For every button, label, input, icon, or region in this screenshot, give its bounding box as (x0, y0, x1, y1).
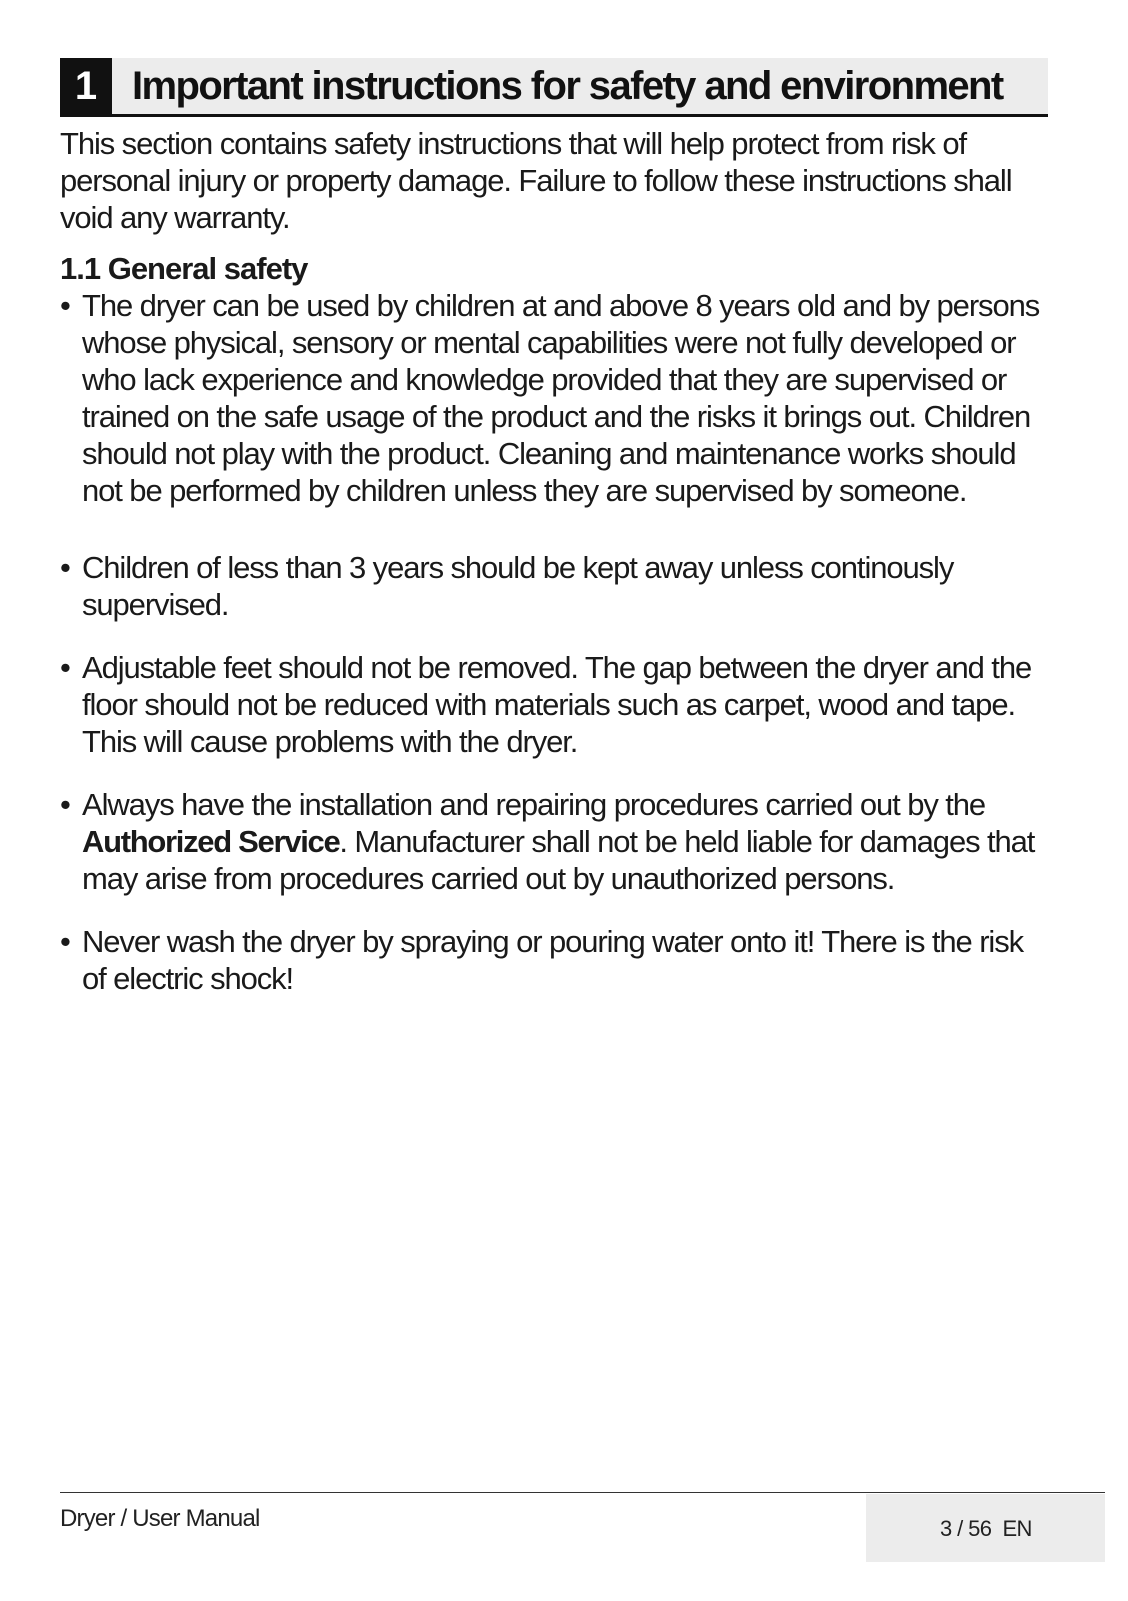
footer-page-number (940, 1516, 1032, 1542)
intro-paragraph: This section contains safety instructions that will help protect from risk of personal injury or property damage. Failure to follow these instructions shall void any warranty. (60, 126, 1012, 235)
footer-divider (60, 1492, 1105, 1493)
page-number: 3 / 56 (940, 1516, 992, 1541)
list-item (60, 549, 1048, 623)
list-item (60, 649, 1048, 760)
page-content (60, 58, 1048, 1023)
bullet-icon: • (60, 924, 70, 959)
bullet-icon: • (60, 288, 70, 323)
list-item-text: The dryer can be used by children at and above 8 years old and by persons whose physical, sensory or mental capabilities were not fully developed or who lack experience and knowledge provided that they are supervised or trained on the safe usage of the product and the risks it brings out. Children should not play with the product. Cleaning and maintenance works should not be performed by children unless they are supervised by someone. (82, 288, 1040, 508)
section-header (60, 58, 1048, 117)
list-item-text: Never wash the dryer by spraying or pouring water onto it! There is the risk of electric shock! (82, 924, 1024, 996)
authorized-service-emphasis: Authorized Service (82, 824, 340, 859)
subsection-title: 1.1 General safety (60, 251, 308, 286)
footer-document-title: Dryer / User Manual (60, 1505, 260, 1532)
language-code: EN (1002, 1516, 1032, 1541)
list-item-text: Adjustable feet should not be removed. The gap between the dryer and the floor should not be reduced with materials such as carpet, wood and tape. This will cause problems with the dryer. (82, 650, 1032, 759)
section-title: Important instructions for safety and environment (132, 63, 1003, 108)
list-item-text: Children of less than 3 years should be kept away unless continously supervised. (82, 550, 954, 622)
list-item-text-suffix: . Manufacturer shall not be held liable for damages that may arise from procedures carried out by unauthorized persons. (82, 824, 1035, 896)
list-item-text-prefix: Always have the installation and repairing procedures carried out by the (82, 787, 986, 822)
list-item (60, 786, 1048, 897)
section-number: 1 (60, 58, 112, 114)
bullet-icon: • (60, 650, 70, 685)
list-item (60, 287, 1048, 509)
safety-bullet-list (60, 287, 1048, 997)
bullet-icon: • (60, 550, 70, 585)
bullet-icon: • (60, 787, 70, 822)
list-item (60, 923, 1048, 997)
